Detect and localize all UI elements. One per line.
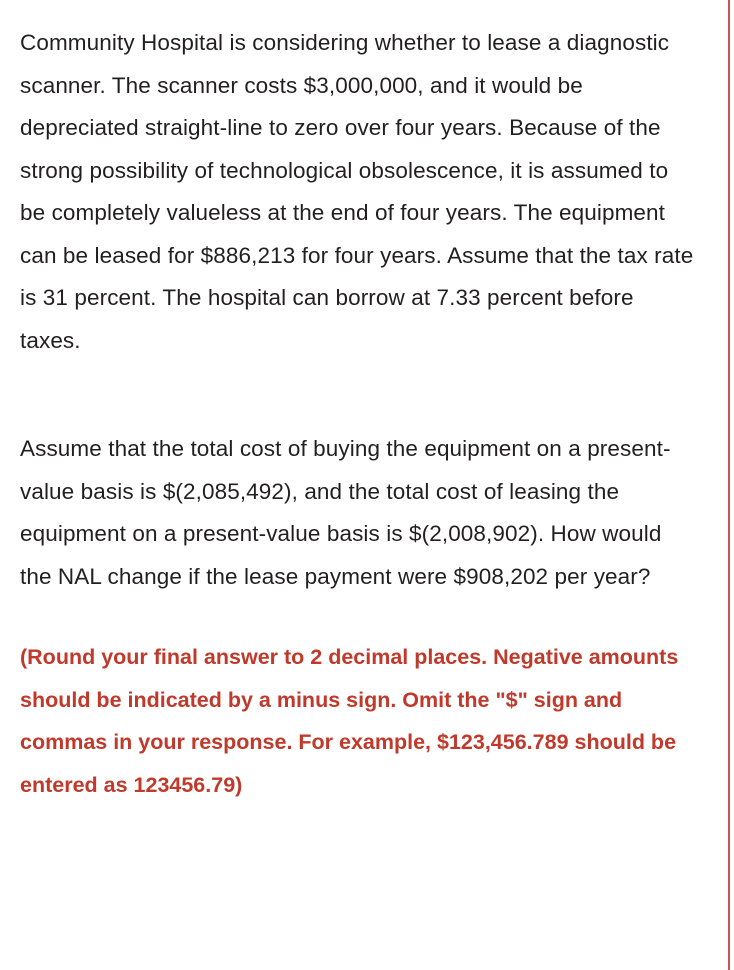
paragraph-spacer: [20, 362, 694, 428]
right-margin-rule: [728, 0, 730, 970]
answer-instructions: (Round your final answer to 2 decimal places. Negative amounts should be indicated by a minus sign. Omit the "$" sign and commas in your response. For example, $123,456.789 should be entered as 123456.79): [20, 645, 679, 797]
problem-statement-paragraph: Community Hospital is considering whether to lease a diagnostic scanner. The scanner costs $3,000,000, and it would be depreciated straight-line to zero over four years. Because of the strong possibility of technological obsolescence, it is assumed to be completely valueless at the end of four years. The equipment can be leased for $886,213 for four years. Assume that the tax rate is 31 percent. The hospital can borrow at 7.33 percent before taxes.: [20, 30, 694, 353]
instructions-spacer: [20, 598, 694, 636]
question-paragraph: Assume that the total cost of buying the equipment on a present-value basis is $(2,085,492), and the total cost of leasing the equipment on a present-value basis is $(2,008,902). How would the NAL change if the lease payment were $908,202 per year?: [20, 436, 671, 589]
